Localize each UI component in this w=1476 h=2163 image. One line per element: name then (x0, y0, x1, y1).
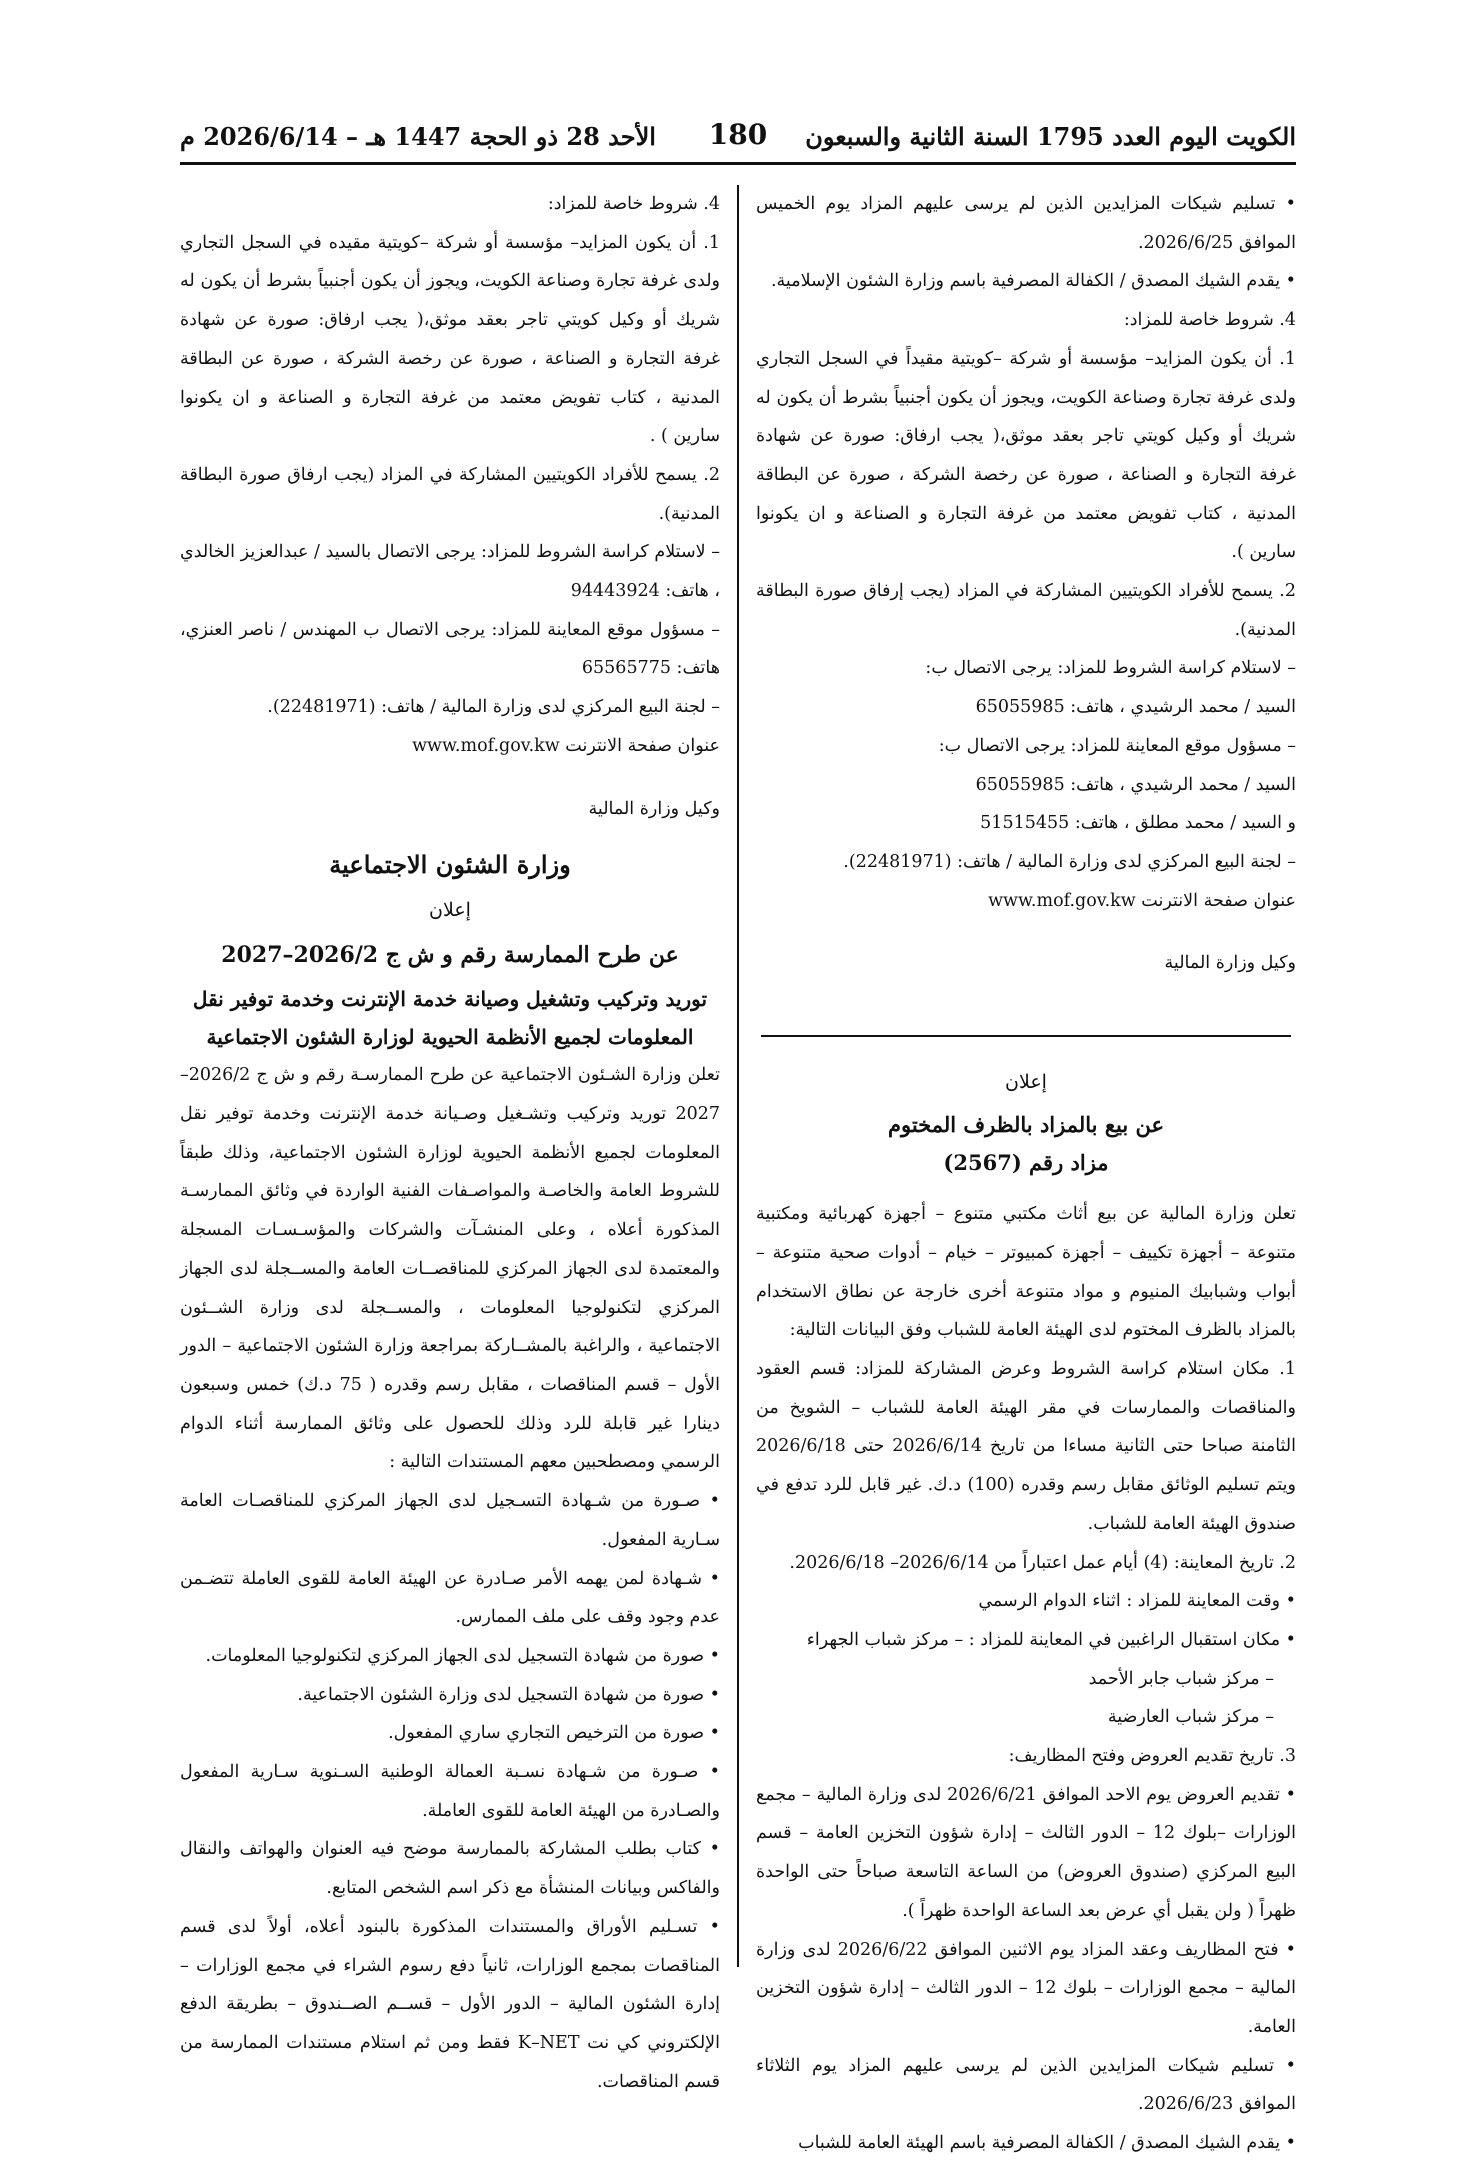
announcement-label: إعلان (1005, 1071, 1047, 1094)
contact-line: – لاستلام كراسة الشروط للمزاد: يرجى الاتصال بالسيد / عبدالعزيز الخالدي ، هاتف: 94443924 (180, 542, 720, 602)
contact-line: السيد / محمد الرشيدي ، هاتف: 65055985 (975, 774, 1296, 795)
committee-line: – لجنة البيع المركزي لدى وزارة المالية / هاتف: (22481971). (843, 851, 1296, 872)
section-heading: 4. شروط خاصة للمزاد: (547, 194, 720, 214)
text-line: 2. تاريخ المعاينة: (4) أيام عمل اعتباراً من 2026/6/14– 2026/6/18. (789, 1552, 1296, 1573)
text-paragraph: 1. مكان استلام كراسة الشروط وعرض المشاركة للمزاد: قسم العقود والمناقصات والممارسات في مقر الهيئة العامة للشباب – الشويخ من الثامنة صباحا حتى الثانية مساءا من تاريخ 2026/6/14 حتى 2026/6/18 ويتم تسليم الوثائق مقابل رسم وقدره (100) د.ك. غير قابل للرد تدفع في صندوق الهيئة العامة للشباب. (756, 1358, 1296, 1534)
right-column (756, 185, 1296, 2163)
contact-line: السيد / محمد الرشيدي ، هاتف: 65055985 (975, 697, 1296, 718)
ministry-name: وزارة الشئون الاجتماعية (329, 850, 571, 880)
list-item: • صورة من الترخيص التجاري ساري المفعول. (388, 1723, 720, 1744)
section-rule (761, 1035, 1291, 1037)
text-line: – مركز شباب العارضية (1107, 1707, 1274, 1728)
text-line: • تسليم شيكات المزايدين الذين لم يرسى عليهم المزاد يوم الخميس الموافق 2026/6/25. (756, 194, 1296, 253)
text-line: – مركز شباب جابر الأحمد (1088, 1668, 1274, 1689)
issue-date: الأحد 28 ذو الحجة 1447 هـ – 2026/6/14 م (180, 122, 656, 151)
left-column (180, 185, 720, 2101)
text-line: • وقت المعاينة للمزاد : اثناء الدوام الرسمي (978, 1591, 1296, 1612)
gazette-issue-info: الكويت اليوم العدد 1795 السنة الثانية والسبعون (805, 122, 1296, 151)
list-item: • صـورة من شـهادة نسـبة العمالة الوطنية السـنوية سـارية المفعول والصـادرة من الهيئة العامة للقوى العاملة. (180, 1762, 720, 1821)
text-paragraph: • تسليم شيكات المزايدين الذين لم يرسى عليهم المزاد يوم الثلاثاء الموافق 2026/6/23. (756, 2055, 1296, 2115)
list-item: • شـهادة لمن يهمه الأمر صـادرة عن الهيئة العامة للقوى العاملة تتضـمن عدم وجود وقف على ملف الممارس. (180, 1568, 720, 1628)
text-line: • مكان استقبال الراغبين في المعاينة للمزاد : – مركز شباب الجهراء (806, 1629, 1296, 1650)
practice-subject: توريد وتركيب وتشغيل وصيانة خدمة الإنترنت وخدمة توفير نقل المعلومات لجميع الأنظمة الحيوية لوزارة الشئون الاجتماعية (192, 987, 708, 1050)
contact-line: – مسؤول موقع المعاينة للمزاد: يرجى الاتصال ب المهندس / ناصر العنزي، هاتف: 65565775 (180, 619, 720, 679)
page-number: 180 (708, 118, 768, 151)
text-line: 2. يسمح للأفراد الكويتيين المشاركة في المزاد (يجب ارفاق صورة البطاقة المدنية). (180, 464, 720, 524)
text-line: 3. تاريخ تقديم العروض وفتح المظاريف: (1008, 1746, 1296, 1767)
text-paragraph: 1. أن يكون المزايد– مؤسسة أو شركة –كويتية مقيده في السجل التجاري ولدى غرفة تجارة وصناعة الكويت، ويجوز أن يكون أجنبياً بشرط أن يكون له شريك أو وكيل كويتي تاجر بعقد موثق،( يجب ارفاق: صورة عن شهادة غرفة التجارة و الصناعة ، صورة عن رخصة الشركة ، صورة عن البطاقة المدنية ، كتاب تفويض معتمد من غرفة التجارة و الصناعة و ان يكونوا سارين ) . (180, 232, 720, 447)
text-paragraph: تعلن وزارة المالية عن بيع أثاث مكتبي متنوع – أجهزة كهربائية ومكتبية متنوعة – أجهزة تكييف – أجهزة كمبيوتر – خيام – أدوات صحية متنوعة – أبواب وشبابيك المنيوم و مواد متنوعة أخرى خارجة عن نطاق الاستخدام بالمزاد بالظرف المختوم لدى الهيئة العامة للشباب وفق البيانات التالية: (756, 1204, 1296, 1341)
page-header (180, 118, 1296, 165)
list-item: • تسـليم الأوراق والمستندات المذكورة بالبنود أعلاه، أولاً لدى قسم المناقصات بمجمع الوزارات، ثانياً دفع رسوم الشراء في مجمع الوزارات – إدارة الشئون المالية – الدور الأول – قســم الصــندوق – بطريقة الدفع الإلكتروني كي نت K–NET فقط ومن ثم استلام مستندات الممارسة من قسم المناقصات. (180, 1916, 720, 2092)
list-item: • صورة من شهادة التسجيل لدى وزارة الشئون الاجتماعية. (297, 1684, 720, 1705)
signature: وكيل وزارة المالية (1164, 953, 1296, 974)
list-item: • كتاب بطلب المشاركة بالممارسة موضح فيه العنوان والهواتف والنقال والفاكس وبيانات المنشأة مع ذكر اسم الشخص المتابع. (180, 1839, 720, 1899)
text-paragraph: • فتح المظاريف وعقد المزاد يوم الاثنين الموافق 2026/6/22 لدى وزارة المالية – مجمع الوزارات – بلوك 12 – الدور الثالث – إدارة شؤون التخزين العامة. (756, 1939, 1296, 2037)
list-item: • صورة من شهادة التسجيل لدى الجهاز المركزي لتكنولوجيا المعلومات. (205, 1645, 720, 1666)
text-line: • يقدم الشيك المصدق / الكفالة المصرفية باسم الهيئة العامة للشباب (798, 2133, 1296, 2154)
website-line: عنوان صفحة الانترنت www.mof.gov.kw (988, 890, 1296, 911)
text-paragraph: • تقديم العروض يوم الاحد الموافق 2026/6/21 لدى وزارة المالية – مجمع الوزارات –بلوك 12 – الدور الثالث – إدارة شؤون التخزين العامة – قسم البيع المركزي (صندوق العروض) من الساعة التاسعة صباحاً حتى الواحدة ظهراً ( ولن يقبل أي عرض بعد الساعة الواحدة ظهراً ). (756, 1784, 1297, 1921)
auction-title: عن بيع بالمزاد بالظرف المختوم (887, 1111, 1164, 1137)
practice-title: عن طرح الممارسة رقم و ش ج 2026/2–2027 (221, 941, 679, 968)
text-line: – مسؤول موقع المعاينة للمزاد: يرجى الاتصال ب: (938, 735, 1296, 756)
text-paragraph: تعلن وزارة الشـئون الاجتماعية عن طرح الممارسـة رقم و ش ج 2026/2–2027 توريد وتركيب وتشـغيل وصـيانة خدمة الإنترنت وخدمة توفير نقل المعلومات لجميع الأنظمة الحيوية لوزارة الشئون الاجتماعية، وذلك طبقاً للشروط العامة والخاصـة والمواصـفات الفنية الواردة في وثائق الممارسـة المذكورة أعلاه ، وعلى المنشـآت والشركات والمؤسـسـات المسجلة والمعتمدة لدى الجهاز المركزي للمناقصــات العامة والمســجلة لدى الجهاز المركزي لتكنولوجيا المعلومات ، والمســجلة لدى وزارة الشــئون الاجتماعية ، والراغبة بالمشــاركة بمراجعة وزارة الشئون الاجتماعية – الدور الأول – قسم المناقصات ، مقابل رسم وقدره ( 75 د.ك) خمس وسبعون دينارا غير قابلة للرد وذلك للحصول على وثائق الممارسة أثناء الدوام الرسمي ومصطحبين معهم المستندات التالية : (180, 1065, 720, 1473)
column-divider (737, 185, 739, 1967)
contact-line: و السيد / محمد مطلق ، هاتف: 51515455 (980, 813, 1296, 834)
list-item: • صـورة من شـهادة التسـجيل لدى الجهاز المركزي للمناقصـات العامة سـارية المفعول. (180, 1491, 720, 1550)
section-heading: 4. شروط خاصة للمزاد: (1123, 310, 1296, 331)
signature: وكيل وزارة المالية (588, 798, 720, 819)
auction-number: مزاد رقم (2567) (943, 1150, 1109, 1176)
website-line: عنوان صفحة الانترنت www.mof.gov.kw (412, 735, 720, 756)
committee-line: – لجنة البيع المركزي لدى وزارة المالية / هاتف: (22481971). (267, 697, 720, 718)
text-line: • يقدم الشيك المصدق / الكفالة المصرفية باسم وزارة الشئون الإسلامية. (770, 271, 1296, 292)
text-line: – لاستلام كراسة الشروط للمزاد: يرجى الاتصال ب: (925, 658, 1296, 679)
announcement-label: إعلان (429, 898, 471, 921)
text-paragraph: 1. أن يكون المزايد– مؤسسة أو شركة –كويتية مقيداً في السجل التجاري ولدى غرفة تجارة وصناعة الكويت، ويجوز أن يكون أجنبياً بشرط أن يكون له شريك أو وكيل كويتي تاجر بعقد موثق،( يجب ارفاق: صورة عن شهادة غرفة التجارة و الصناعة ، صورة عن رخصة الشركة ، صورة عن البطاقة المدنية ، كتاب تفويض معتمد من غرفة التجارة و الصناعة و ان يكونوا سارين ). (756, 348, 1296, 563)
text-line: 2. يسمح للأفراد الكويتيين المشاركة في المزاد (يجب إرفاق صورة البطاقة المدنية). (756, 581, 1296, 640)
